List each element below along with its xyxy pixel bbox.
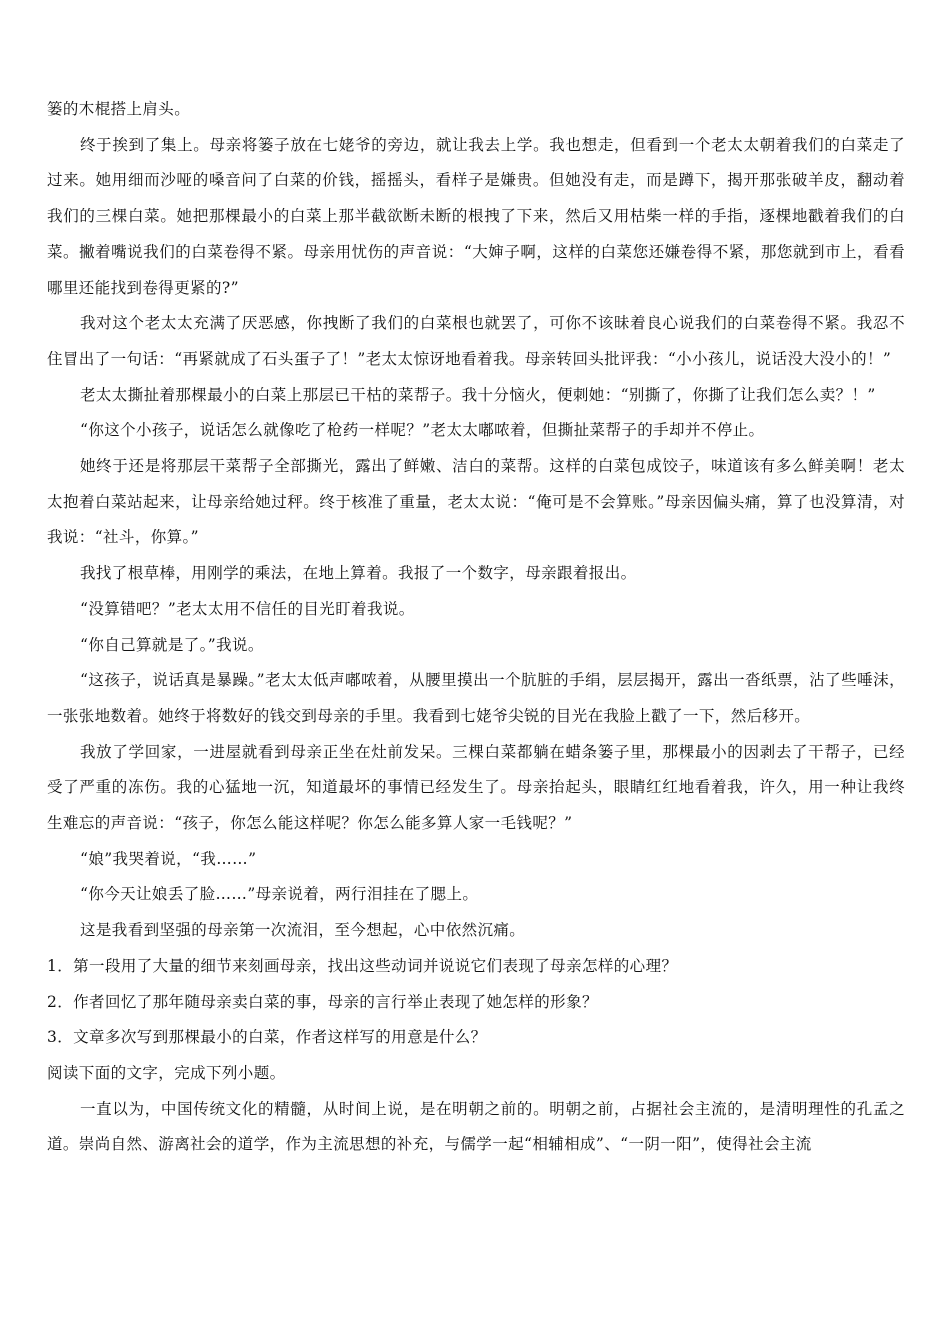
- story-paragraph: 我对这个老太太充满了厌恶感，你拽断了我们的白菜根也就罢了，可你不该昧着良心说我们的白菜卷得不紧。我忍不住冒出了一句话：“再紧就成了石头蛋子了！”老太太惊讶地看着我。母亲转回头批评我：“小小孩儿，说话没大没小的！”: [47, 314, 905, 368]
- story-paragraph: “这孩子，说话真是暴躁。”老太太低声嘟哝着，从腰里摸出一个肮脏的手绢，层层揭开，露出一沓纸票，沾了些唾沫，一张张地数着。她终于将数好的钱交到母亲的手里。我看到七姥爷尖锐的目光在我脸上戳了一下，然后移开。: [47, 671, 905, 725]
- question-item: 3．文章多次写到那棵最小的白菜，作者这样写的用意是什么？: [47, 1028, 487, 1047]
- continuation-line: 篓的木棍搭上肩头。: [47, 100, 191, 118]
- story-paragraph: 老太太撕扯着那棵最小的白菜上那层已干枯的菜帮子。我十分恼火，便刺她：“别撕了，你撕了让我们怎么卖？！”: [80, 385, 876, 404]
- question-item: 2．作者回忆了那年随母亲卖白菜的事，母亲的言行举止表现了她怎样的形象？: [47, 992, 598, 1011]
- story-paragraph: 我找了根草棒，用刚学的乘法，在地上算着。我报了一个数字，母亲跟着报出。: [80, 564, 637, 583]
- story-paragraph: 终于挨到了集上。母亲将篓子放在七姥爷的旁边，就让我去上学。我也想走，但看到一个老太太朝着我们的白菜走了过来。她用细而沙哑的嗓音问了白菜的价钱，摇摇头，看样子是嫌贵。但她没有走，而是蹲下，揭开那张破羊皮，翻动着我们的三棵白菜。她把那棵最小的白菜上那半截欲断未断的根拽了下来，然后又用枯柴一样的手指，逐棵地戳着我们的白菜。撇着嘴说我们的白菜卷得不紧。母亲用忧伤的声音说：“大婶子啊，这样的白菜您还嫌卷得不紧，那您就到市上，看看哪里还能找到卷得更紧的?”: [47, 135, 905, 297]
- story-paragraph: “你自己算就是了。”我说。: [80, 635, 264, 654]
- story-paragraph: “你这个小孩子，说话怎么就像吃了枪药一样呢？”老太太嘟哝着，但撕扯菜帮子的手却并不停止。: [80, 421, 765, 440]
- story-paragraph: 她终于还是将那层干菜帮子全部撕光，露出了鲜嫩、洁白的菜帮。这样的白菜包成饺子，味道该有多么鲜美啊！老太太抱着白菜站起来，让母亲给她过秤。终于核准了重量，老太太说：“俺可是不会算账。”母亲因偏头痛，算了也没算清，对我说：“社斗，你算。”: [47, 457, 905, 547]
- story-paragraph: 这是我看到坚强的母亲第一次流泪，至今想起，心中依然沉痛。: [80, 921, 526, 940]
- story-paragraph: “没算错吧？”老太太用不信任的目光盯着我说。: [80, 599, 415, 618]
- section-instruction: 阅读下面的文字，完成下列小题。: [47, 1063, 286, 1082]
- question-list: [47, 949, 905, 1056]
- story-paragraph: 我放了学回家，一进屋就看到母亲正坐在灶前发呆。三棵白菜都躺在蜡条篓子里，那棵最小的因剥去了干帮子，已经受了严重的冻伤。我的心猛地一沉，知道最坏的事情已经发生了。母亲抬起头，眼睛红红地看着我，许久，用一种让我终生难忘的声音说：“孩子，你怎么能这样呢？你怎么能多算人家一毛钱呢？”: [47, 742, 905, 833]
- story-paragraph: “你今天让娘丢了脸……”母亲说着，两行泪挂在了腮上。: [80, 885, 479, 904]
- story-text: [47, 128, 905, 949]
- question-item: 1．第一段用了大量的细节来刻画母亲，找出这些动词并说说它们表现了母亲怎样的心理？: [47, 956, 678, 975]
- section-paragraph: 一直以为，中国传统文化的精髓，从时间上说，是在明朝之前的。明朝之前，占据社会主流的，是清明理性的孔孟之道。崇尚自然、游离社会的道学，作为主流思想的补充，与儒学一起“相辅相成”、“一阴一阳”，使得社会主流: [47, 1099, 905, 1154]
- story-paragraph: “娘”我哭着说，“我……”: [80, 849, 257, 868]
- document-body: [47, 92, 905, 1163]
